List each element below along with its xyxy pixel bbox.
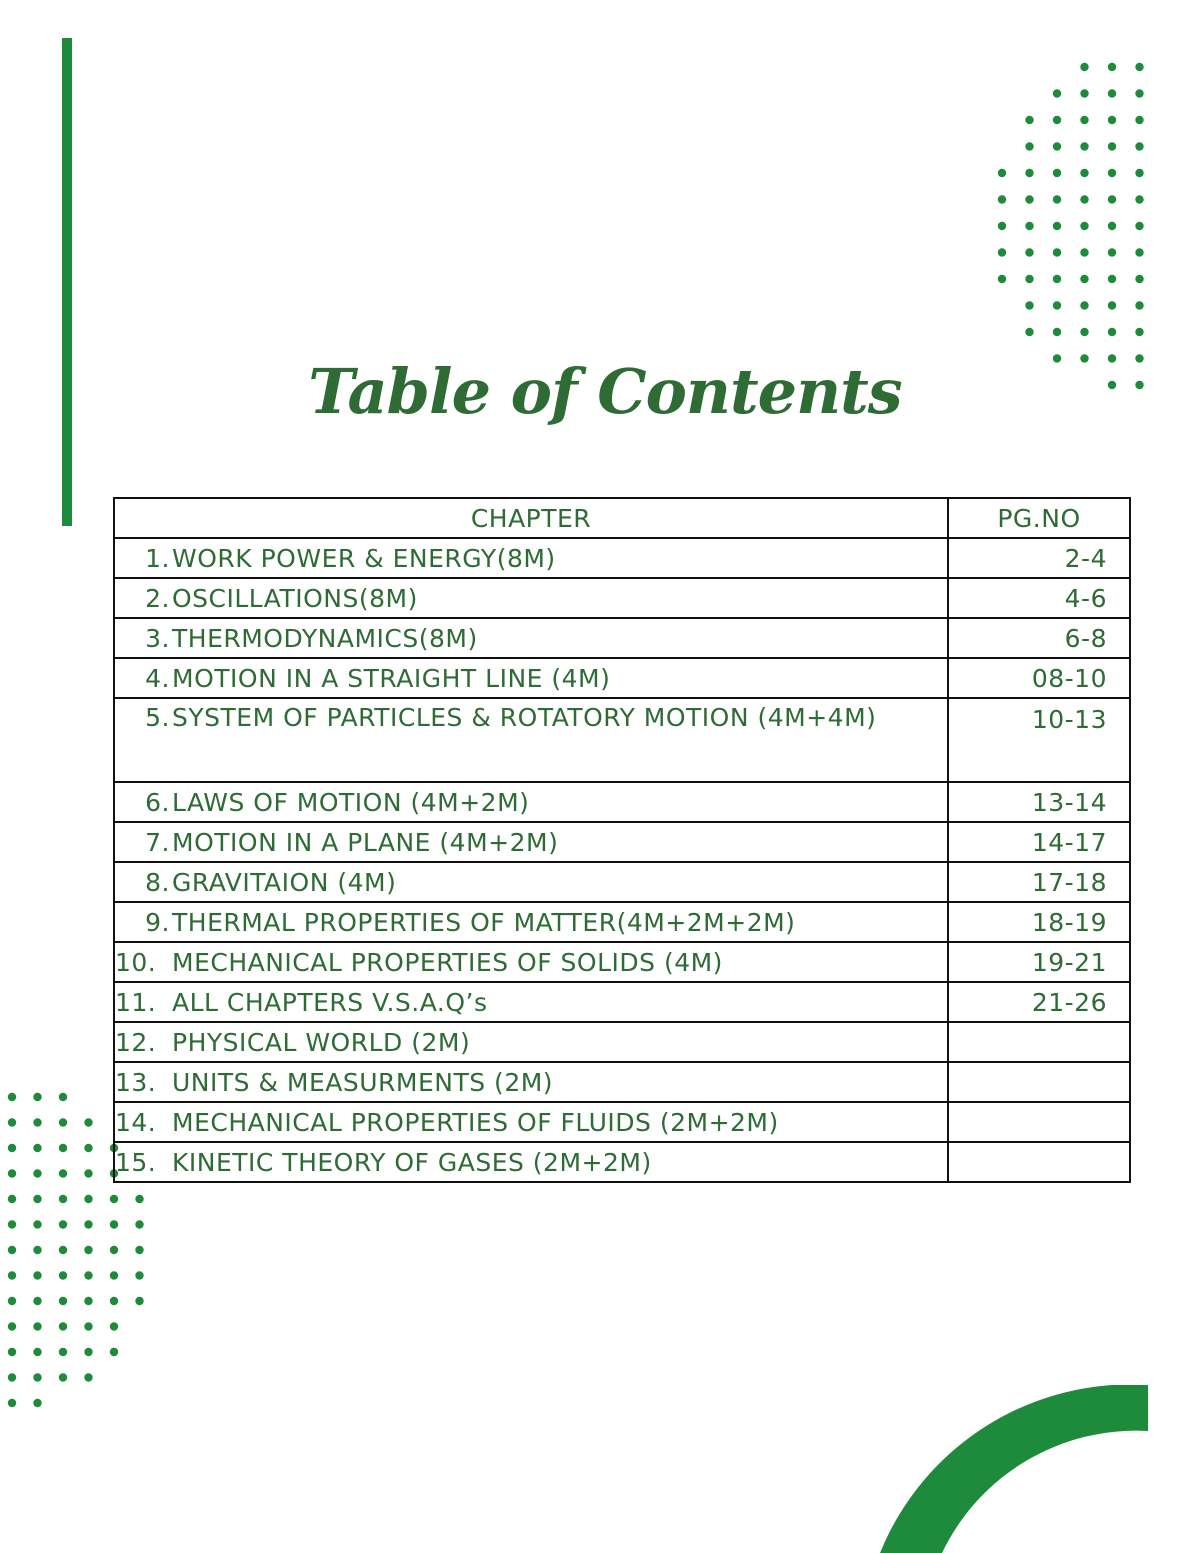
page-range-cell: 13-14	[948, 782, 1130, 822]
chapter-cell	[114, 658, 948, 698]
chapter-number: 14.	[115, 1107, 157, 1137]
table-row	[114, 1062, 1130, 1102]
page-title: Table of Contents	[308, 355, 902, 428]
table-body	[114, 538, 1130, 1182]
page-range-cell: 19-21	[948, 942, 1130, 982]
chapter-number: 3.	[145, 623, 170, 653]
page-range-cell: 14-17	[948, 822, 1130, 862]
chapter-cell	[114, 822, 948, 862]
chapter-header: CHAPTER	[114, 498, 948, 538]
chapter-title: THERMODYNAMICS(8M)	[172, 623, 478, 653]
chapter-cell	[114, 982, 948, 1022]
table-row	[114, 862, 1130, 902]
page-range-cell	[948, 1062, 1130, 1102]
chapter-number: 13.	[115, 1067, 157, 1097]
table-row	[114, 538, 1130, 578]
table-row	[114, 578, 1130, 618]
page-range-cell: 21-26	[948, 982, 1130, 1022]
chapter-cell	[114, 1142, 948, 1182]
chapter-title: OSCILLATIONS(8M)	[172, 583, 418, 613]
chapter-cell	[114, 578, 948, 618]
chapter-title: KINETIC THEORY OF GASES (2M+2M)	[172, 1147, 652, 1177]
chapter-title: SYSTEM OF PARTICLES & ROTATORY MOTION (4M+4M)	[172, 703, 877, 732]
chapter-number: 7.	[145, 827, 170, 857]
chapter-title: UNITS & MEASURMENTS (2M)	[172, 1067, 554, 1097]
contents-table	[113, 497, 1131, 1183]
chapter-number: 4.	[145, 663, 170, 693]
page-range-cell	[948, 1102, 1130, 1142]
table-row	[114, 658, 1130, 698]
chapter-number: 2.	[145, 583, 170, 613]
page-range-cell: 08-10	[948, 658, 1130, 698]
chapter-number: 8.	[145, 867, 170, 897]
table-header-row	[114, 498, 1130, 538]
chapter-title: MOTION IN A PLANE (4M+2M)	[172, 827, 559, 857]
chapter-cell	[114, 1022, 948, 1062]
chapter-title: ALL CHAPTERS V.S.A.Q’s	[172, 987, 488, 1017]
arc-decoration	[880, 1385, 1200, 1553]
chapter-title: THERMAL PROPERTIES OF MATTER(4M+2M+2M)	[172, 907, 796, 937]
chapter-cell	[114, 698, 948, 782]
page-range-cell: 18-19	[948, 902, 1130, 942]
chapter-title: MOTION IN A STRAIGHT LINE (4M)	[172, 663, 611, 693]
chapter-title: PHYSICAL WORLD (2M)	[172, 1027, 471, 1057]
table-row	[114, 822, 1130, 862]
chapter-cell	[114, 1102, 948, 1142]
chapter-number: 15.	[115, 1147, 157, 1177]
dot-pattern-top-right	[990, 55, 1160, 400]
chapter-number: 9.	[145, 907, 170, 937]
chapter-title: WORK POWER & ENERGY(8M)	[172, 543, 556, 573]
page-range-cell: 17-18	[948, 862, 1130, 902]
table-row	[114, 698, 1130, 782]
chapter-number: 6.	[145, 787, 170, 817]
page-range-cell: 2-4	[948, 538, 1130, 578]
left-accent-bar	[62, 38, 72, 526]
chapter-cell	[114, 862, 948, 902]
page-range-cell: 4-6	[948, 578, 1130, 618]
chapter-cell	[114, 782, 948, 822]
chapter-title: LAWS OF MOTION (4M+2M)	[172, 787, 530, 817]
chapter-number: 5.	[145, 703, 170, 732]
table-row	[114, 618, 1130, 658]
chapter-title: MECHANICAL PROPERTIES OF SOLIDS (4M)	[172, 947, 723, 977]
page-range-cell: 6-8	[948, 618, 1130, 658]
page-header: PG.NO	[948, 498, 1130, 538]
chapter-cell	[114, 1062, 948, 1102]
chapter-cell	[114, 618, 948, 658]
chapter-title: GRAVITAION (4M)	[172, 867, 397, 897]
chapter-number: 12.	[115, 1027, 157, 1057]
table-row	[114, 1142, 1130, 1182]
page-range-cell: 10-13	[948, 698, 1130, 782]
table-row	[114, 982, 1130, 1022]
chapter-cell	[114, 538, 948, 578]
chapter-cell	[114, 942, 948, 982]
chapter-number: 11.	[115, 987, 157, 1017]
table-row	[114, 1022, 1130, 1062]
table-row	[114, 942, 1130, 982]
chapter-number: 10.	[115, 947, 157, 977]
page-range-cell	[948, 1022, 1130, 1062]
chapter-number: 1.	[145, 543, 170, 573]
chapter-title: MECHANICAL PROPERTIES OF FLUIDS (2M+2M)	[172, 1107, 779, 1137]
page-range-cell	[948, 1142, 1130, 1182]
chapter-cell	[114, 902, 948, 942]
table-row	[114, 782, 1130, 822]
table-row	[114, 1102, 1130, 1142]
table-row	[114, 902, 1130, 942]
